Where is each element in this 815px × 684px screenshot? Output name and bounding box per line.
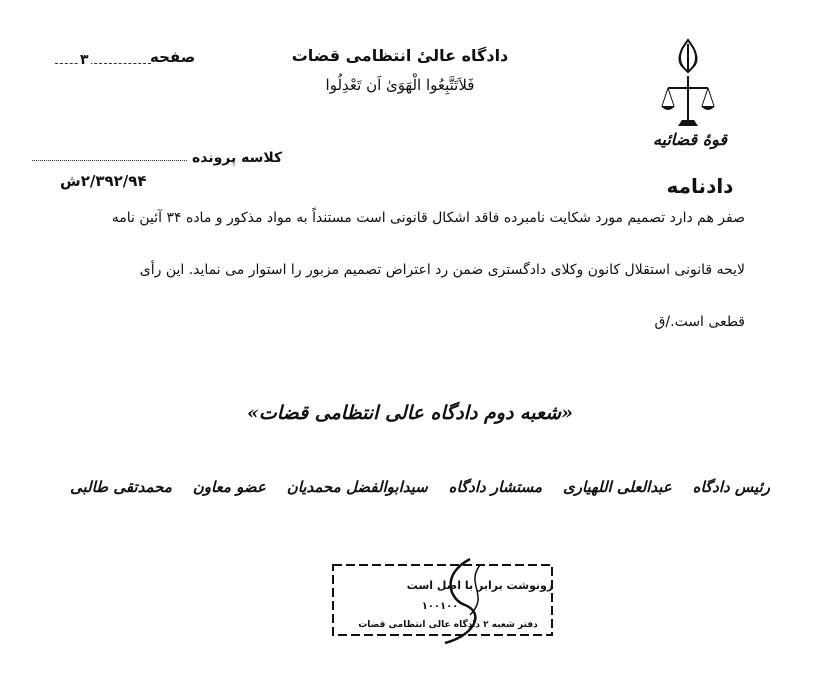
- body-line-1: صفر هم دارد تصمیم مورد شکایت نامبرده فاقد اشکال قانونی است مستنداً به مواد مذکور و ماده ۳۴ آئین نامه: [111, 210, 745, 226]
- signature-name-counselor: سیدابوالفضل محمدیان: [286, 478, 428, 496]
- signature-name-deputy: محمدتقی طالبی: [70, 478, 172, 496]
- official-stamp-icon: [330, 555, 555, 647]
- court-branch-title: «شعبه دوم دادگاه عالی انتظامی قضات»: [247, 402, 573, 424]
- signature-name-head-judge: عبدالعلی اللهیاری: [562, 478, 672, 496]
- page-label: صفحه: [150, 48, 196, 66]
- case-summary-line: [32, 160, 187, 161]
- judiciary-logo-text: قوهٔ قضائیه: [652, 130, 728, 149]
- case-number: ۲/۳۹۲/۹۴ش: [60, 172, 147, 190]
- verdict-body: [65, 205, 745, 361]
- case-summary-label: کلاسه پرونده: [192, 150, 283, 166]
- page-number: ۳: [80, 52, 89, 68]
- stamp-text-3: دفتر شعبه ۲ دادگاه عالی انتظامی قضات: [358, 620, 538, 630]
- motto: فَلاَتَتَّبِعُوا الْهَوَیٰ اَن تَعْدِلُوا: [325, 76, 475, 94]
- stamp-text-2: ۱۰۰۱۰۰: [421, 601, 459, 612]
- page-number-line: [55, 63, 151, 64]
- verdict-heading: دادنامه: [666, 174, 734, 198]
- body-line-3: قطعی است./ق: [654, 314, 745, 330]
- signature-row: [70, 478, 770, 496]
- signature-title-head-judge: رئیس دادگاه: [692, 478, 770, 496]
- court-title: دادگاه عالیٔ انتظامی قضات: [291, 46, 509, 65]
- body-line-2: لایحه قانونی استقلال کانون وکلای دادگستری ضمن رد اعتراض تصمیم مزبور را استوار می نماید. این رأی: [139, 262, 745, 278]
- signature-title-counselor: مستشار دادگاه: [448, 478, 543, 496]
- stamp-text-1: رونوشت برابر با اصل است: [406, 579, 554, 592]
- signature-title-deputy: عضو معاون: [192, 478, 266, 496]
